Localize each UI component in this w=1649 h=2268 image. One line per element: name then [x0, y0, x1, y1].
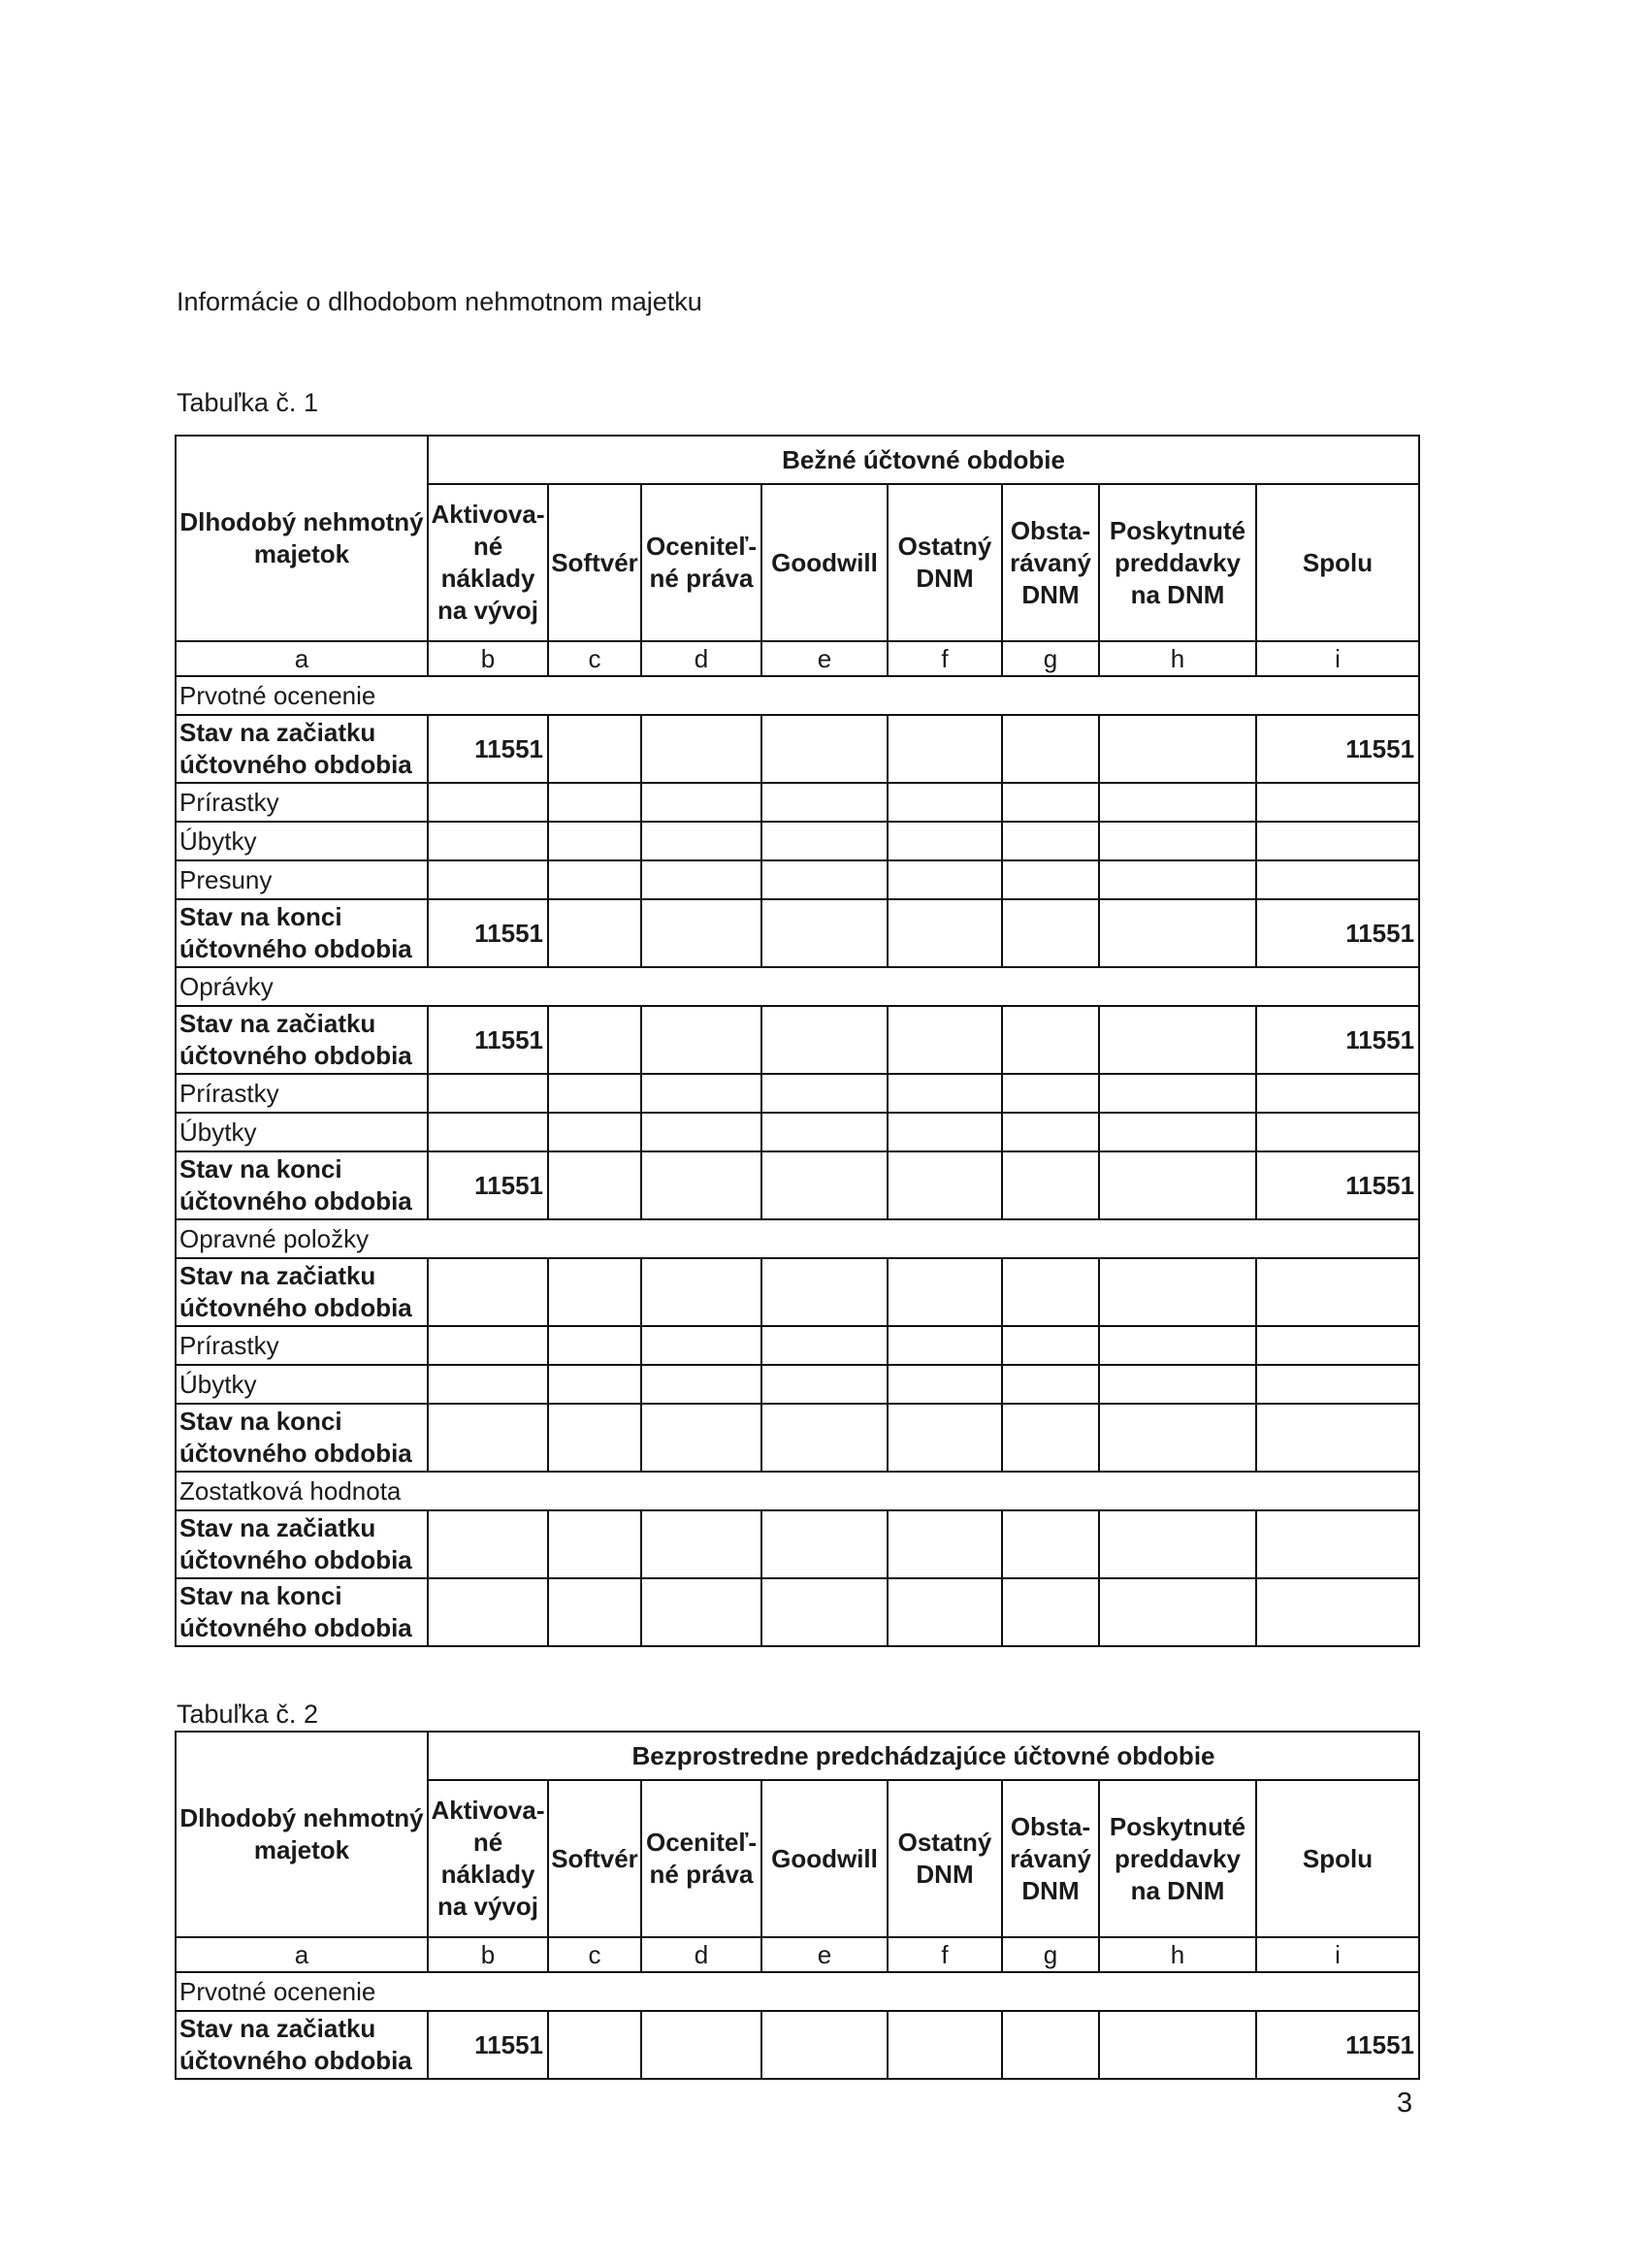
cell-b — [428, 1404, 548, 1472]
cell-empty — [548, 822, 641, 860]
col-letter-c: c — [548, 641, 641, 676]
col-header-d: Oceniteľ- né práva — [641, 484, 761, 641]
cell-empty — [888, 899, 1002, 967]
col-header-h: Poskytnuté preddavky na DNM — [1099, 484, 1256, 641]
cell-empty — [888, 1326, 1002, 1365]
table-1 — [175, 435, 1420, 1647]
cell-empty — [1099, 1404, 1256, 1472]
cell-empty — [641, 1510, 761, 1578]
cell-empty — [1002, 783, 1099, 822]
cell-empty — [761, 899, 888, 967]
cell-i — [1256, 783, 1419, 822]
cell-empty — [888, 822, 1002, 860]
cell-empty — [548, 1365, 641, 1404]
cell-empty — [1099, 1326, 1256, 1365]
cell-empty — [548, 2011, 641, 2079]
cell-b — [428, 1113, 548, 1151]
table-row — [176, 1326, 1419, 1365]
section-row — [176, 1972, 1419, 2011]
cell-empty — [641, 1113, 761, 1151]
table-row — [176, 1578, 1419, 1646]
col-letter-a: a — [176, 1937, 428, 1972]
table-row — [176, 1074, 1419, 1113]
col-letter-e: e — [761, 641, 888, 676]
cell-empty — [888, 2011, 1002, 2079]
cell-empty — [888, 1074, 1002, 1113]
cell-empty — [641, 783, 761, 822]
section-row — [176, 676, 1419, 715]
cell-empty — [641, 1404, 761, 1472]
cell-empty — [548, 715, 641, 783]
cell-empty — [888, 1113, 1002, 1151]
cell-i — [1256, 1510, 1419, 1578]
table-row — [176, 1151, 1419, 1219]
cell-empty — [761, 1578, 888, 1646]
table-row — [176, 860, 1419, 899]
table-row — [176, 1006, 1419, 1074]
cell-empty — [761, 1151, 888, 1219]
cell-empty — [1099, 1006, 1256, 1074]
cell-empty — [548, 1326, 641, 1365]
cell-empty — [761, 1404, 888, 1472]
col-header-i: Spolu — [1256, 1780, 1419, 1937]
cell-i — [1256, 1578, 1419, 1646]
cell-empty — [888, 1365, 1002, 1404]
cell-i: 11551 — [1256, 899, 1419, 967]
cell-i: 11551 — [1256, 1006, 1419, 1074]
cell-b: 11551 — [428, 1151, 548, 1219]
cell-empty — [1002, 899, 1099, 967]
row-label: Stav na začiatku účtovného obdobia — [176, 715, 428, 783]
cell-i — [1256, 1113, 1419, 1151]
cell-i: 11551 — [1256, 2011, 1419, 2079]
col-letter-b: b — [428, 641, 548, 676]
col-header-c: Softvér — [548, 1780, 641, 1937]
row-label: Stav na konci účtovného obdobia — [176, 899, 428, 967]
cell-empty — [761, 1006, 888, 1074]
cell-i — [1256, 1258, 1419, 1326]
cell-b — [428, 1326, 548, 1365]
row-label: Úbytky — [176, 1113, 428, 1151]
col-letter-f: f — [888, 641, 1002, 676]
section-title: Prvotné ocenenie — [176, 676, 1419, 715]
cell-empty — [1099, 1510, 1256, 1578]
cell-empty — [641, 1365, 761, 1404]
row-label: Prírastky — [176, 1326, 428, 1365]
col-letter-h: h — [1099, 641, 1256, 676]
col-letter-i: i — [1256, 641, 1419, 676]
row-label: Stav na začiatku účtovného obdobia — [176, 1258, 428, 1326]
cell-empty — [888, 1578, 1002, 1646]
cell-empty — [548, 1113, 641, 1151]
cell-empty — [641, 822, 761, 860]
col-header-i: Spolu — [1256, 484, 1419, 641]
cell-empty — [548, 783, 641, 822]
cell-empty — [1002, 2011, 1099, 2079]
cell-i — [1256, 1074, 1419, 1113]
cell-b: 11551 — [428, 715, 548, 783]
row-label: Stav na konci účtovného obdobia — [176, 1404, 428, 1472]
cell-empty — [761, 1326, 888, 1365]
cell-i — [1256, 822, 1419, 860]
cell-empty — [548, 1578, 641, 1646]
col-letter-i: i — [1256, 1937, 1419, 1972]
cell-empty — [1002, 1006, 1099, 1074]
cell-empty — [1002, 822, 1099, 860]
table-row — [176, 899, 1419, 967]
cell-empty — [888, 860, 1002, 899]
cell-i — [1256, 1326, 1419, 1365]
page-title: Informácie o dlhodobom nehmotnom majetku — [177, 287, 702, 316]
row-label: Stav na konci účtovného obdobia — [176, 1151, 428, 1219]
period-header: Bežné účtovné obdobie — [428, 436, 1419, 484]
cell-b: 11551 — [428, 2011, 548, 2079]
cell-empty — [1002, 1258, 1099, 1326]
cell-empty — [1099, 1113, 1256, 1151]
col-letter-a: a — [176, 641, 428, 676]
col-letter-h: h — [1099, 1937, 1256, 1972]
cell-b — [428, 783, 548, 822]
table-1-caption: Tabuľka č. 1 — [177, 388, 318, 417]
col-letter-g: g — [1002, 1937, 1099, 1972]
cell-empty — [761, 860, 888, 899]
col-header-asset: Dlhodobý nehmotný majetok — [176, 436, 428, 641]
cell-empty — [1002, 1510, 1099, 1578]
cell-i — [1256, 1365, 1419, 1404]
table-row — [176, 1404, 1419, 1472]
col-header-g: Obsta- rávaný DNM — [1002, 484, 1099, 641]
row-label: Prírastky — [176, 783, 428, 822]
column-letter-row — [176, 641, 1419, 676]
cell-empty — [761, 1258, 888, 1326]
section-row — [176, 967, 1419, 1006]
col-letter-e: e — [761, 1937, 888, 1972]
cell-b — [428, 1578, 548, 1646]
cell-b — [428, 1365, 548, 1404]
col-letter-g: g — [1002, 641, 1099, 676]
col-header-d: Oceniteľ- né práva — [641, 1780, 761, 1937]
cell-empty — [548, 1151, 641, 1219]
col-header-g: Obsta- rávaný DNM — [1002, 1780, 1099, 1937]
cell-empty — [641, 860, 761, 899]
cell-empty — [1099, 860, 1256, 899]
section-row — [176, 1472, 1419, 1510]
cell-b — [428, 1510, 548, 1578]
cell-empty — [1099, 822, 1256, 860]
section-row — [176, 1219, 1419, 1258]
cell-empty — [1002, 1151, 1099, 1219]
table-row — [176, 1365, 1419, 1404]
cell-empty — [641, 2011, 761, 2079]
cell-b — [428, 1258, 548, 1326]
column-letter-row — [176, 1937, 1419, 1972]
cell-empty — [548, 860, 641, 899]
cell-empty — [1099, 1578, 1256, 1646]
cell-b — [428, 1074, 548, 1113]
cell-empty — [761, 2011, 888, 2079]
col-letter-b: b — [428, 1937, 548, 1972]
cell-i: 11551 — [1256, 715, 1419, 783]
cell-empty — [548, 1510, 641, 1578]
row-label: Úbytky — [176, 1365, 428, 1404]
cell-empty — [1099, 1365, 1256, 1404]
col-header-b: Aktivova- né náklady na vývoj — [428, 484, 548, 641]
cell-empty — [1002, 1365, 1099, 1404]
cell-empty — [761, 1074, 888, 1113]
cell-empty — [1099, 783, 1256, 822]
cell-i — [1256, 1404, 1419, 1472]
section-title: Zostatková hodnota — [176, 1472, 1419, 1510]
section-title: Prvotné ocenenie — [176, 1972, 1419, 2011]
cell-empty — [641, 1151, 761, 1219]
cell-i: 11551 — [1256, 1151, 1419, 1219]
section-title: Oprávky — [176, 967, 1419, 1006]
period-header: Bezprostredne predchádzajúce účtovné obdobie — [428, 1732, 1419, 1780]
cell-empty — [1099, 1074, 1256, 1113]
cell-empty — [888, 1151, 1002, 1219]
page-number: 3 — [1397, 2088, 1413, 2119]
cell-empty — [1099, 2011, 1256, 2079]
cell-empty — [888, 1258, 1002, 1326]
cell-empty — [641, 715, 761, 783]
cell-empty — [1099, 1151, 1256, 1219]
cell-i — [1256, 860, 1419, 899]
table-row — [176, 2011, 1419, 2079]
cell-b — [428, 860, 548, 899]
col-header-c: Softvér — [548, 484, 641, 641]
row-label: Stav na začiatku účtovného obdobia — [176, 2011, 428, 2079]
cell-empty — [1002, 1113, 1099, 1151]
cell-empty — [1002, 715, 1099, 783]
cell-empty — [548, 1258, 641, 1326]
cell-empty — [1099, 899, 1256, 967]
table-row — [176, 715, 1419, 783]
row-label: Stav na začiatku účtovného obdobia — [176, 1006, 428, 1074]
cell-empty — [761, 822, 888, 860]
table-row — [176, 783, 1419, 822]
cell-empty — [1002, 1326, 1099, 1365]
cell-empty — [548, 1006, 641, 1074]
row-label: Stav na konci účtovného obdobia — [176, 1578, 428, 1646]
row-label: Úbytky — [176, 822, 428, 860]
cell-empty — [761, 783, 888, 822]
header-row — [176, 436, 1419, 484]
col-header-asset: Dlhodobý nehmotný majetok — [176, 1732, 428, 1937]
cell-empty — [761, 1113, 888, 1151]
col-header-e: Goodwill — [761, 1780, 888, 1937]
cell-empty — [888, 715, 1002, 783]
row-label: Prírastky — [176, 1074, 428, 1113]
table-row — [176, 822, 1419, 860]
cell-empty — [1002, 1578, 1099, 1646]
cell-empty — [1002, 1404, 1099, 1472]
col-header-f: Ostatný DNM — [888, 1780, 1002, 1937]
cell-b: 11551 — [428, 1006, 548, 1074]
col-letter-d: d — [641, 1937, 761, 1972]
cell-empty — [761, 715, 888, 783]
col-header-b: Aktivova- né náklady na vývoj — [428, 1780, 548, 1937]
table-row — [176, 1258, 1419, 1326]
cell-empty — [1099, 715, 1256, 783]
header-row — [176, 1732, 1419, 1780]
table-row — [176, 1113, 1419, 1151]
cell-empty — [761, 1365, 888, 1404]
cell-empty — [888, 1006, 1002, 1074]
cell-empty — [548, 1074, 641, 1113]
cell-b: 11551 — [428, 899, 548, 967]
row-label: Stav na začiatku účtovného obdobia — [176, 1510, 428, 1578]
table-row — [176, 1510, 1419, 1578]
col-header-e: Goodwill — [761, 484, 888, 641]
cell-empty — [641, 1578, 761, 1646]
cell-empty — [641, 1258, 761, 1326]
cell-empty — [888, 1404, 1002, 1472]
cell-empty — [641, 1006, 761, 1074]
table-2 — [175, 1731, 1420, 2080]
col-header-f: Ostatný DNM — [888, 484, 1002, 641]
section-title: Opravné položky — [176, 1219, 1419, 1258]
cell-empty — [1099, 1258, 1256, 1326]
cell-empty — [888, 783, 1002, 822]
cell-b — [428, 822, 548, 860]
cell-empty — [548, 899, 641, 967]
table-2-caption: Tabuľka č. 2 — [177, 1700, 318, 1729]
cell-empty — [641, 899, 761, 967]
cell-empty — [888, 1510, 1002, 1578]
col-letter-f: f — [888, 1937, 1002, 1972]
col-letter-d: d — [641, 641, 761, 676]
cell-empty — [761, 1510, 888, 1578]
row-label: Presuny — [176, 860, 428, 899]
cell-empty — [1002, 1074, 1099, 1113]
col-letter-c: c — [548, 1937, 641, 1972]
cell-empty — [641, 1326, 761, 1365]
col-header-h: Poskytnuté preddavky na DNM — [1099, 1780, 1256, 1937]
cell-empty — [1002, 860, 1099, 899]
cell-empty — [641, 1074, 761, 1113]
cell-empty — [548, 1404, 641, 1472]
